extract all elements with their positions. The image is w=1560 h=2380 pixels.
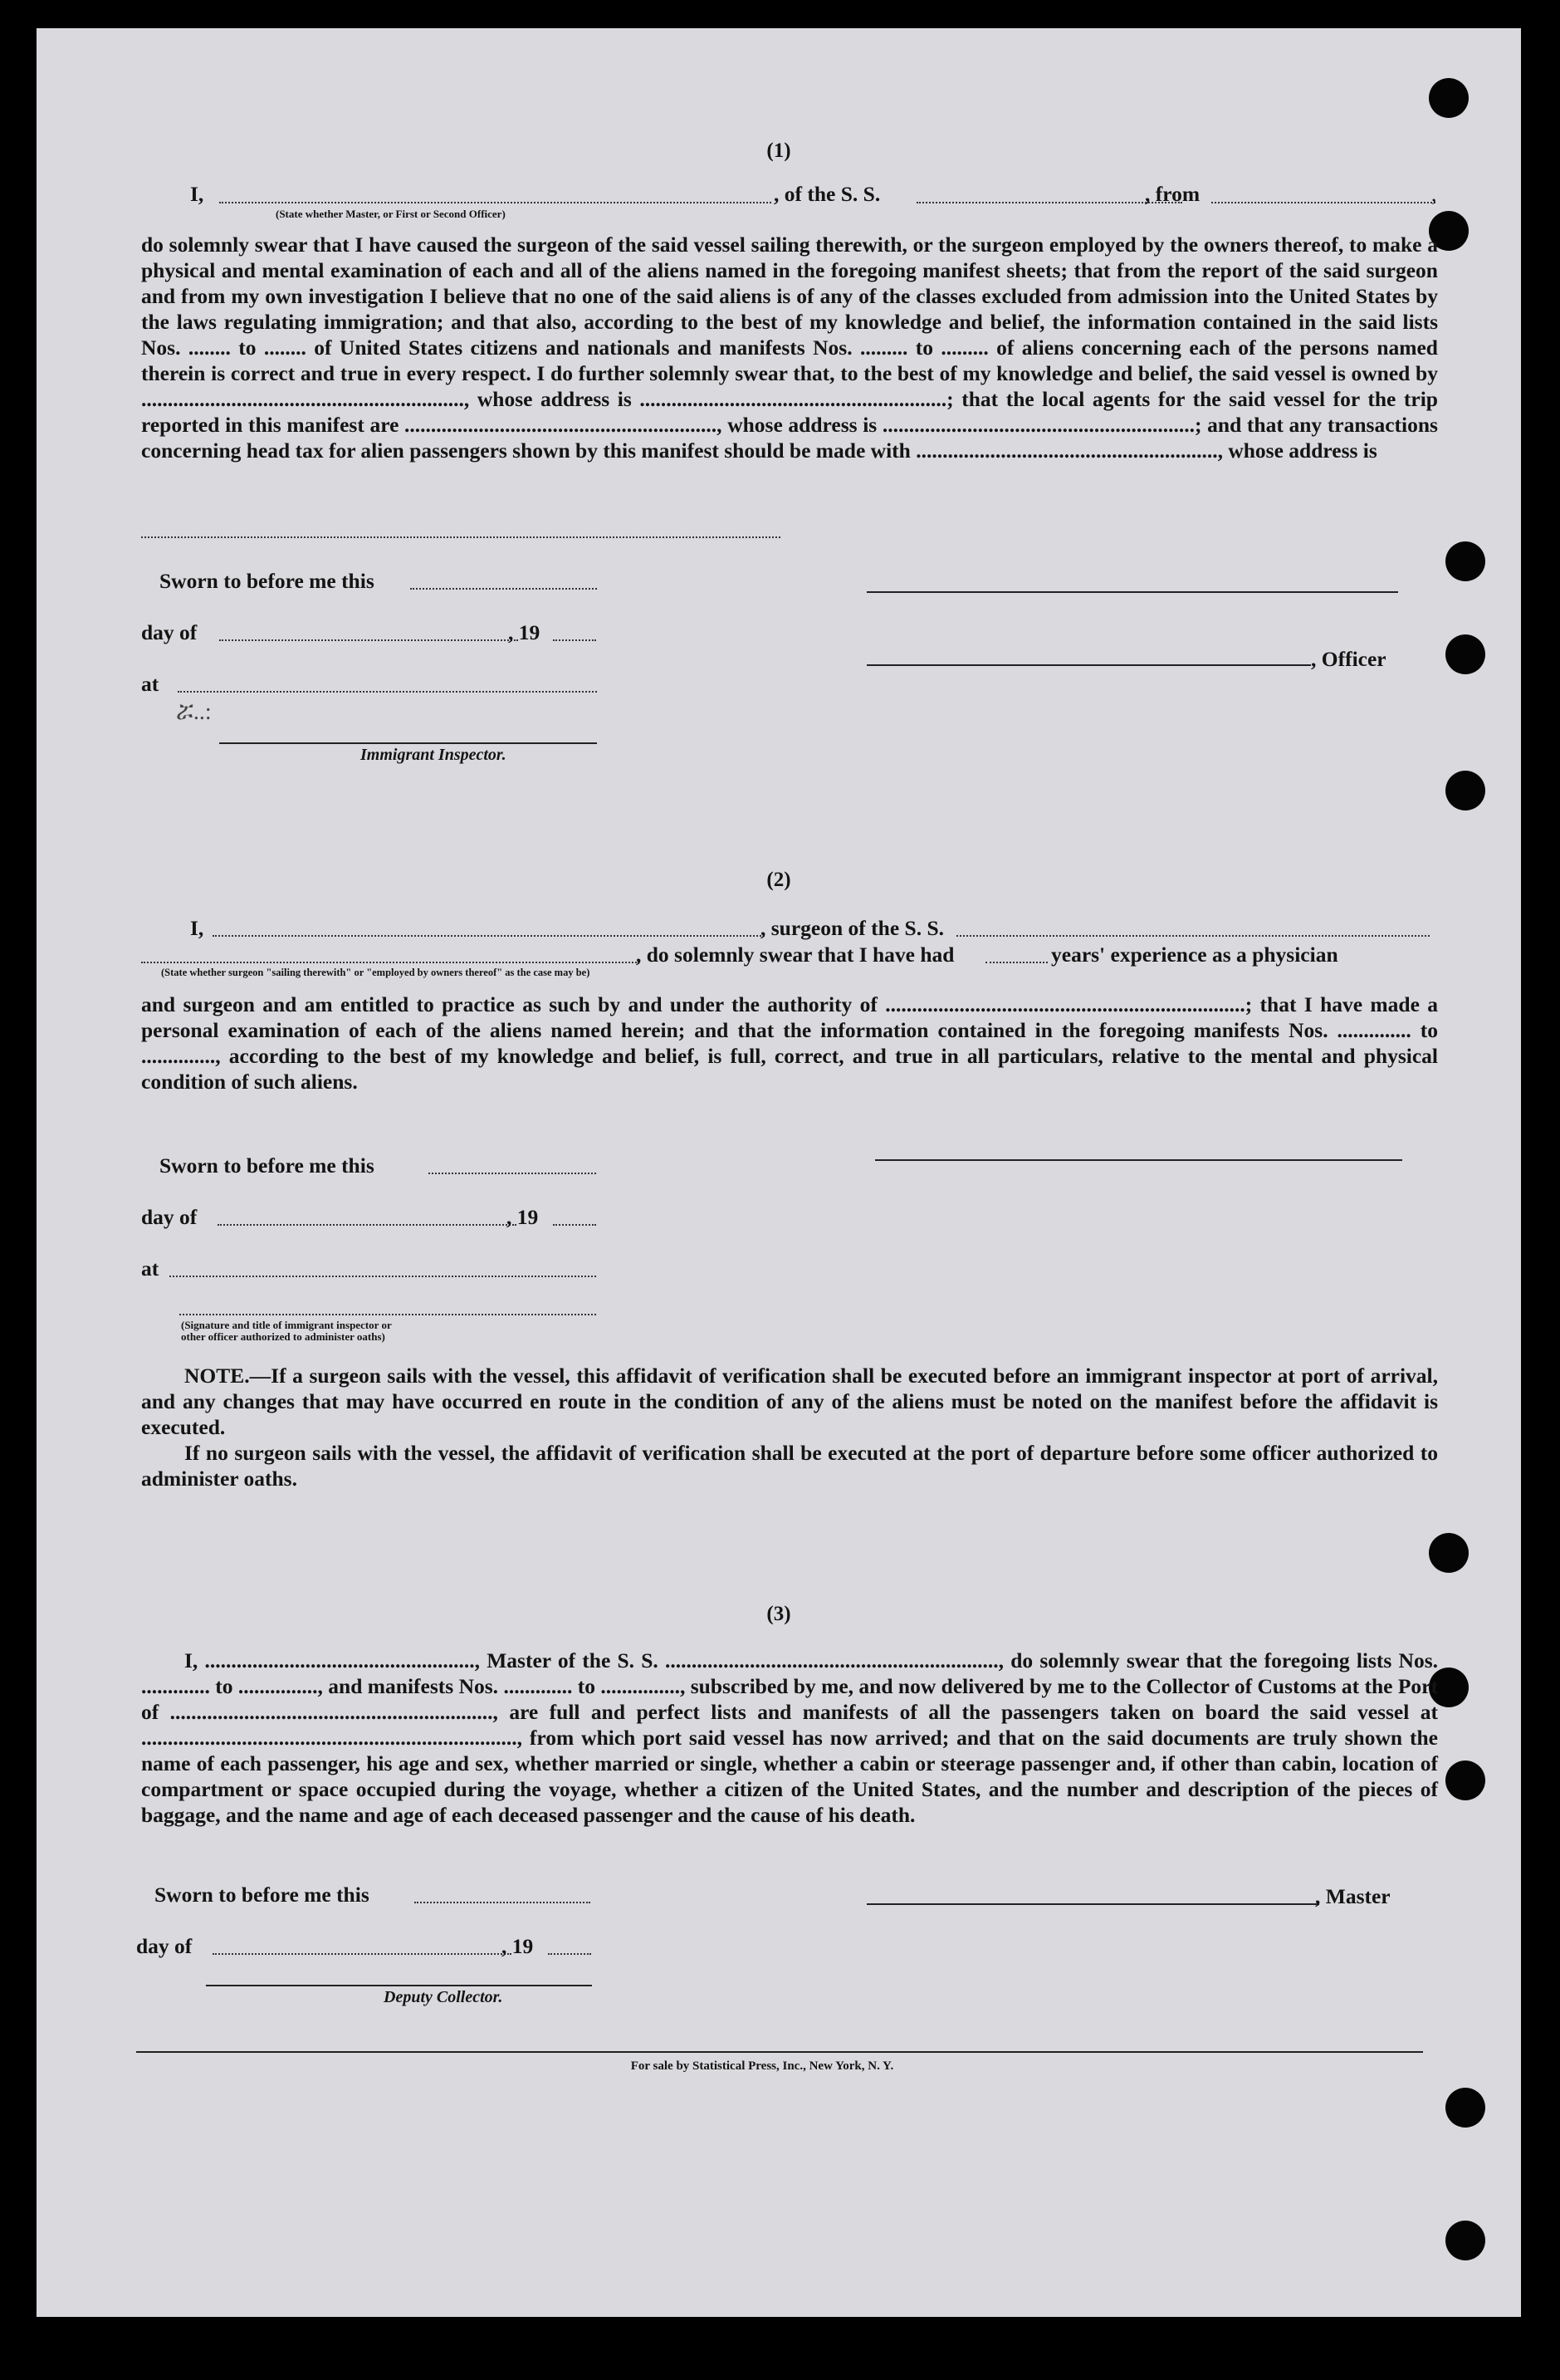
signature-note-2: other officer authorized to administer oaths) [181,1330,385,1343]
of-ss-label: , of the S. S. [774,182,881,206]
year-label-1: , 19 [508,620,540,644]
binder-hole [1445,2088,1485,2128]
sworn-label-2: Sworn to before me this [159,1153,374,1178]
master-name-field[interactable] [219,202,771,203]
master-label: , Master [1315,1884,1391,1908]
sworn-date-field-1[interactable] [410,588,597,590]
master-signature-line[interactable] [867,1903,1319,1905]
at-field-1[interactable] [178,691,597,693]
binder-hole [1429,78,1469,118]
years-field[interactable] [985,962,1048,963]
day-of-field-2[interactable] [218,1224,516,1226]
sworn-label-1: Sworn to before me this [159,569,374,593]
year-field-2[interactable] [553,1224,596,1226]
year-label-2: , 19 [506,1205,539,1229]
sworn-date-field-2[interactable] [428,1173,596,1174]
day-of-label-3: day of [136,1934,193,1958]
from-port-field[interactable] [1211,202,1435,203]
sworn-date-field-3[interactable] [414,1902,590,1903]
handwritten-mark: ሯ..: [176,699,212,725]
binder-hole [1429,1533,1469,1573]
section-2-body: and surgeon and am entitled to practice as such by and under the authority of ....................................................................; that I have made a personal examination of each of the aliens named herein; and that the information contained in the foregoing manifests Nos. .............. to .............., according to the best of my knowledge and belief, is full, correct, and true in all particulars, relative to the mental and physical condition of such aliens. [141,992,1438,1094]
ship-name-field[interactable] [917,202,1182,203]
years-label: years' experience as a physician [1051,943,1338,967]
binder-hole [1445,1761,1485,1800]
officer-label: , Officer [1311,647,1386,671]
day-of-field-1[interactable] [219,639,518,641]
note-paragraph-2: If no surgeon sails with the vessel, the affidavit of verification shall be executed at the port of departure before some officer authorized to administer oaths. [141,1441,1438,1491]
head-tax-address-field[interactable] [141,536,780,538]
section-2-number: (2) [766,869,791,891]
deputy-signature-line[interactable] [206,1985,592,1986]
surgeon-name-field[interactable] [213,935,765,937]
state-whether-note: (State whether Master, or First or Second Officer) [276,208,506,220]
deputy-collector-caption: Deputy Collector. [384,1988,503,2006]
surgeon-of-label: , surgeon of the S. S. [760,916,945,940]
section-2-i: I, [190,916,204,940]
sworn-label-3: Sworn to before me this [154,1883,369,1907]
officer-line[interactable] [867,664,1311,666]
note-paragraph: NOTE.—If a surgeon sails with the vessel, this affidavit of verification shall be executed before an immigrant inspector at port of arrival, and any changes that may have occurred en route in the condition of any of the aliens must be noted on the manifest before the affidavit is executed. [141,1364,1438,1439]
section-3-body: I, ..................................................., Master of the S. S. ..............................................................., do solemnly swear that the foregoing lists Nos. ............. to ..............., and manifests Nos. ............. to ..............., subscribed by me, and now delivered by me to the Collector of Customs at the Port of ............................................................., are full and perfect lists and manifests of all the passengers taken on board the said vessel at ......................................................................., from which port said vessel has now arrived; and that on the said documents are truly shown the name of each passenger, his age and sex, whether married or single, whether a cabin or steerage passenger and, if other than cabin, location of compartment or space occupied during the voyage, whether a citizen of the United States, and the number and description of the pieces of baggage, and the name and age of each deceased passenger and the cause of his death. [141,1648,1438,1827]
surgeon-status-field[interactable] [141,962,639,963]
from-label: , from [1145,182,1201,206]
year-field-1[interactable] [553,639,596,641]
swear-label: , do solemnly swear that I have had [636,943,955,967]
binder-hole [1445,771,1485,810]
section-1-i: I, [190,182,204,206]
at-label-2: at [141,1256,159,1281]
day-of-field-3[interactable] [213,1953,511,1955]
officer-signature-line[interactable] [867,591,1398,593]
section-3-number: (3) [766,1603,791,1625]
footer-imprint: For sale by Statistical Press, Inc., New York, N. Y. [630,2059,894,2073]
year-label-3: , 19 [501,1934,534,1958]
section-1-body: do solemnly swear that I have caused the surgeon of the said vessel sailing therewith, or the surgeon employed by the owners thereof, to make a physical and mental examination of each and all of the aliens named in the foregoing manifest sheets; that from the report of the said surgeon and from my own investigation I believe that no one of the said aliens is of any of the classes excluded from admission into the United States by the laws regulating immigration; and that also, according to the best of my knowledge and belief, the information contained in the said lists Nos. ........ to ........ of United States citizens and nationals and manifests Nos. ......... to ......... of aliens concerning each of the persons named therein is correct and true in every respect. I do further solemnly swear that, to the best of my knowledge and belief, the said vessel is owned by ............................................................., whose address is ..........................................................; that the local agents for the said vessel for the trip reported in this manifest are ..........................................................., whose address is ...........................................................; and that any transactions concerning head tax for alien passengers shown by this manifest should be made with ........................................................., whose address is [141,233,1438,463]
signature-note-1: (Signature and title of immigrant inspector or [181,1319,392,1331]
inspector-signature-line[interactable] [219,742,597,744]
at-field-2[interactable] [169,1276,596,1277]
binder-hole [1445,2221,1485,2260]
comma: , [1431,182,1437,206]
immigrant-inspector-caption: Immigrant Inspector. [360,746,506,764]
binder-hole [1445,541,1485,581]
day-of-label-1: day of [141,620,198,644]
signature-title-field[interactable] [179,1314,596,1315]
binder-hole [1445,634,1485,674]
section-1-number: (1) [766,140,791,162]
year-field-3[interactable] [548,1953,591,1955]
footer-rule [136,2051,1423,2053]
surgeon-ship-field[interactable] [956,935,1430,937]
form-sheet [37,28,1521,2317]
day-of-label-2: day of [141,1205,198,1229]
surgeon-signature-line[interactable] [875,1159,1402,1161]
surgeon-state-note: (State whether surgeon "sailing therewith" or "employed by owners thereof" as the case may be) [161,967,590,978]
at-label-1: at [141,672,159,696]
